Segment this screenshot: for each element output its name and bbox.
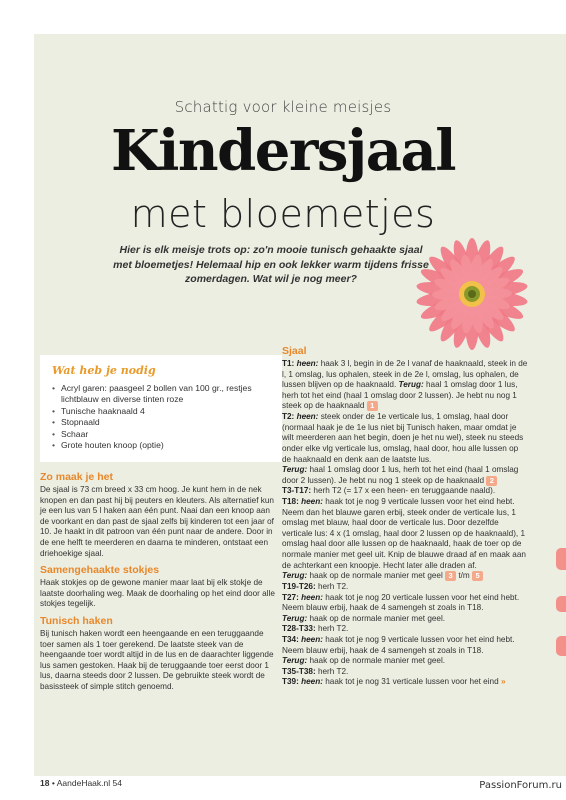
footer-separator: •	[51, 778, 55, 788]
paragraph: De sjaal is 73 cm breed x 33 cm hoog. Je kunt hem in de nek knopen en dan past hij bij peuters en kleuters. Als alternatief kun je een lus van 5 l haken aan één punt. Naai dan een knoop aan de voorkant en dan past de sjaal zelfs bij kinderen tot een jaar of 10. Je haakt in dit patroon van één punt naar de andere. Door in de ene helft te meerderen en daarna te minderen, ontstaat een driehoekige sjaal.	[40, 485, 274, 558]
pattern-row: T27: heen: haak tot je nog 20 verticale lussen voor het eind hebt. Neem blauw erbij, haak de 4 samengeh st zoals in T18.	[282, 592, 520, 613]
page-number: 18	[40, 778, 50, 788]
pattern-row: Terug: haak op de normale manier met geel.	[282, 656, 446, 666]
paragraph: Haak stokjes op de gewone manier maar laat bij elk stokje de laatste doorhaling weg. Maak de doorhaling op het eind door alle stokjes tegelijk.	[40, 578, 275, 609]
photo-ref-badge: 2	[486, 476, 497, 486]
pink-edge-decoration	[556, 548, 566, 570]
left-column	[40, 471, 276, 698]
pink-edge-decoration	[556, 636, 566, 656]
magazine-name: AandeHaak.nl 54	[56, 778, 122, 788]
materials-list	[52, 383, 272, 451]
page-title: Kindersjaal	[110, 118, 456, 184]
list-item: • Acryl garen: paasgeel 2 bollen van 100 gr., restjes lichtblauw en diverse tinten roze	[52, 383, 272, 406]
pattern-row: T18: heen: haak tot je nog 9 verticale lussen voor het eind hebt. Neem dan het blauwe garen erbij, steek onder de verticale lus, 1 omslag met blauw, haal door de verticale lus. Door dezelfde verticale lus: 4 x (1 omslag, haal door 2 lussen op de haaknaald), 1 omslag haal door alle lussen op de haaknaald, haak de toer op de normale manier met geel uit. Knip de blauwe draad af en maak aan de achterkant een knoopje. Hecht later alle draden af.	[282, 497, 526, 570]
page-footer	[40, 778, 122, 788]
paragraph: Bij tunisch haken wordt een heengaande en een teruggaande toer samen als 1 toer gerekend. De laatste steek van de heengaande toer wordt altijd in de lus en de daarachter liggende lus samen gestoken. Haak bij de teruggaande toer eerst door 1 lus, daarna steeds door 2 lussen. De gebruikte steek wordt de basissteek of simple stitch genoemd.	[40, 628, 274, 691]
list-item: • Stopnaald	[52, 417, 272, 428]
pink-edge-decoration	[556, 596, 566, 612]
pattern-row: Terug: haal 1 omslag door 1 lus, herh tot het eind (haal 1 omslag door 2 lussen). Je hebt nu nog 1 steek op de haaknaald 2	[282, 465, 519, 485]
pattern-row: T35-T38: herh T2.	[282, 666, 349, 676]
intro-text: Hier is elk meisje trots op: zo'n mooie tunisch gehaakte sjaal met bloemetjes! Helemaal hip en ook lekker warm tijdens frisse zomerdagen. Wat wil je nog meer?	[113, 244, 429, 285]
kicker: Schattig voor kleine meisjes	[174, 98, 392, 116]
pattern-row: Terug: haak op de normale manier met geel 3 t/m 5	[282, 571, 528, 582]
continue-arrow-icon: »	[500, 677, 506, 687]
right-column	[282, 345, 528, 688]
pattern-row: T1: heen: haak 3 l, begin in de 2e l vanaf de haaknaald, steek in de l, 1 omslag, lus ophalen, steek in de 2e l, omslag, lus ophalen, de lussen blijven op de haaknaald. Terug: haal 1 omslag door 1 lus, herh tot het eind (haal 1 omslag door 2 lussen). Je hebt nu nog 1 steek op de haaknaald 1	[282, 359, 528, 411]
pattern-row: Terug: haak op de normale manier met geel.	[282, 613, 446, 623]
pattern-row: T28-T33: herh T2.	[282, 624, 349, 634]
list-item: • Tunische haaknaald 4	[52, 406, 272, 417]
list-item: • Schaar	[52, 429, 272, 440]
pattern-steps	[282, 359, 528, 688]
photo-ref-badge: 5	[472, 571, 483, 581]
materials-box	[40, 355, 282, 462]
pattern-row: T39: heen: haak tot je nog 31 verticale lussen voor het eind »	[282, 677, 506, 687]
photo-ref-badge: 1	[367, 401, 378, 411]
gerbera-flower-image	[410, 230, 540, 360]
list-item: • Grote houten knoop (optie)	[52, 440, 272, 451]
photo-ref-badge: 3	[445, 571, 456, 581]
section-heading: Zo maak je het	[40, 471, 113, 483]
page-subtitle: met bloemetjes	[130, 192, 436, 236]
materials-title: Wat heb je nodig	[52, 364, 156, 377]
section-heading: Sjaal	[282, 345, 307, 357]
section-heading: Tunisch haken	[40, 614, 113, 627]
pattern-row: T34: heen: haak tot je nog 9 verticale lussen voor het eind hebt. Neem blauw erbij, haak de 4 samengeh st zoals in T18.	[282, 634, 515, 655]
section-heading: Samengehaakte stokjes	[40, 564, 160, 577]
watermark: PassionForum.ru	[479, 780, 562, 791]
pattern-row: T19-T26: herh T2.	[282, 581, 349, 591]
pattern-row: T2: heen: steek onder de 1e verticale lus, 1 omslag, haal door (normaal haak je de 1e lus niet bij Tunisch haken, maar omdat je wilt meerderen aan het begin, doen je het nu wel), steek nu steeds onder elke vlg verticale lus, omslag, haal door, hou alle lussen op de haaknaald en denk aan de laatste lus.	[282, 412, 524, 464]
pattern-row: T3-T17: herh T2 (= 17 x een heen- en teruggaande naald).	[282, 486, 496, 496]
